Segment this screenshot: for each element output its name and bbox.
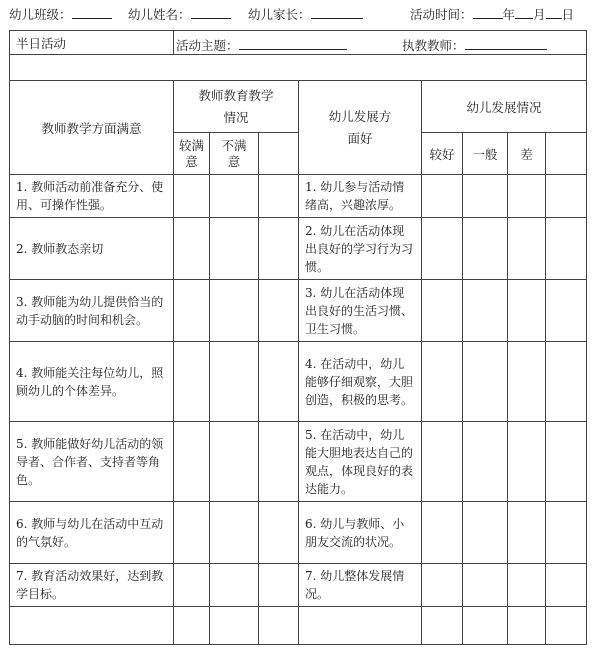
teacher-criterion: 3. 教师能为幼儿提供恰当的动手动脑的时间和机会。 [10,280,174,342]
not-satisfied-cell[interactable] [210,218,259,280]
extra-dev-cell[interactable] [546,218,587,280]
child-criterion: 5. 在活动中，幼儿能大胆地表达自己的观点，体现良好的表达能力。 [299,422,422,502]
not-satisfied-cell[interactable] [210,342,259,422]
child-criterion: 1. 幼儿参与活动情绪高，兴趣浓厚。 [299,175,422,218]
poor-cell[interactable] [508,218,546,280]
time-label: 活动时间： [410,7,473,22]
extra-eval-cell[interactable] [259,564,299,607]
satisfied-cell[interactable] [174,422,210,502]
good-cell[interactable] [422,280,463,342]
satisfied-cell[interactable] [174,175,210,218]
parent-label: 幼儿家长： [248,7,311,22]
table-row [10,502,587,564]
table-row [10,342,587,422]
good-cell[interactable] [422,175,463,218]
child-criterion: 6. 幼儿与教师、小朋友交流的状况。 [299,502,422,564]
extra-dev-cell[interactable] [546,175,587,218]
satisfied-cell[interactable] [174,218,210,280]
extra-eval-cell[interactable] [259,280,299,342]
child-name-label: 幼儿姓名： [128,7,191,22]
average-header: 一般 [463,133,508,175]
class-field [9,5,112,23]
poor-cell[interactable] [508,280,546,342]
poor-cell[interactable] [508,564,546,607]
poor-cell[interactable] [508,342,546,422]
empty-cell[interactable] [10,607,174,645]
average-cell[interactable] [463,502,508,564]
poor-cell[interactable] [508,502,546,564]
child-section-header: 幼儿发展方面好 [299,81,422,175]
extra-eval-header [259,133,299,175]
average-cell[interactable] [463,422,508,502]
evaluation-table [9,30,587,645]
parent-blank[interactable] [311,6,363,19]
day-blank[interactable] [546,6,562,19]
theme-blank[interactable] [239,37,347,50]
child-criterion: 2. 幼儿在活动体现出良好的学习行为习惯。 [299,218,422,280]
empty-cell[interactable] [259,607,299,645]
teacher-criterion: 7. 教育活动效果好，达到教学目标。 [10,564,174,607]
blank-row [10,55,587,81]
day-label: 日 [561,7,575,22]
satisfied-header: 较满意 [174,133,210,175]
not-satisfied-cell[interactable] [210,280,259,342]
average-cell[interactable] [463,175,508,218]
parent-field [248,5,363,23]
table-row [10,280,587,342]
teacher-label: 执教教师： [402,38,465,53]
teacher-criterion: 1. 教师活动前准备充分、使用、可操作性强。 [10,175,174,218]
average-cell[interactable] [463,218,508,280]
extra-eval-cell[interactable] [259,218,299,280]
average-cell[interactable] [463,564,508,607]
empty-cell[interactable] [546,607,587,645]
theme-label: 活动主题： [176,38,239,53]
theme-teacher-cell [174,31,587,55]
child-criterion: 7. 幼儿整体发展情况。 [299,564,422,607]
teacher-blank[interactable] [465,37,547,50]
not-satisfied-cell[interactable] [210,175,259,218]
year-blank[interactable] [473,6,503,19]
teacher-criterion: 2. 教师教态亲切 [10,218,174,280]
poor-cell[interactable] [508,422,546,502]
table-row [10,218,587,280]
empty-cell[interactable] [422,607,463,645]
extra-eval-cell[interactable] [259,422,299,502]
good-cell[interactable] [422,342,463,422]
theme-field [176,36,347,54]
class-blank[interactable] [72,6,112,19]
satisfied-cell[interactable] [174,280,210,342]
header-row-1 [10,81,587,133]
child-name-field [128,5,231,23]
not-satisfied-cell[interactable] [210,422,259,502]
extra-eval-cell[interactable] [259,175,299,218]
teacher-criterion: 5. 教师能做好幼儿活动的领导者、合作者、支持者等角色。 [10,422,174,502]
teacher-criterion: 4. 教师能关注每位幼儿，照顾幼儿的个体差异。 [10,342,174,422]
class-label: 幼儿班级： [9,7,72,22]
good-cell[interactable] [422,502,463,564]
good-header: 较好 [422,133,463,175]
year-label: 年 [502,7,516,22]
empty-cell[interactable] [299,607,422,645]
extra-dev-cell[interactable] [546,422,587,502]
poor-header: 差 [508,133,546,175]
empty-cell[interactable] [508,607,546,645]
table-row [10,607,587,645]
table-row [10,422,587,502]
month-label: 月 [533,7,546,22]
teacher-section-header: 教师教学方面满意 [10,81,174,175]
extra-dev-header [546,133,587,175]
good-cell[interactable] [422,218,463,280]
empty-cell[interactable] [174,607,210,645]
extra-dev-cell[interactable] [546,564,587,607]
satisfied-cell[interactable] [174,564,210,607]
good-cell[interactable] [422,564,463,607]
table-row [10,564,587,607]
extra-dev-cell[interactable] [546,280,587,342]
child-criterion: 4. 在活动中，幼儿能够仔细观察，大胆创造，积极的思考。 [299,342,422,422]
not-satisfied-cell[interactable] [210,502,259,564]
teacher-field [402,36,547,54]
half-day-activity-label: 半日活动 [10,31,174,55]
teacher-eval-header: 教师教育教学情况 [174,81,299,133]
time-field [410,5,574,23]
child-criterion: 3. 幼儿在活动体现出良好的生活习惯、卫生习惯。 [299,280,422,342]
satisfied-cell[interactable] [174,502,210,564]
good-cell[interactable] [422,422,463,502]
teacher-criterion: 6. 教师与幼儿在活动中互动的气氛好。 [10,502,174,564]
extra-dev-cell[interactable] [546,502,587,564]
extra-dev-cell[interactable] [546,342,587,422]
extra-eval-cell[interactable] [259,342,299,422]
table-row [10,175,587,218]
child-dev-header: 幼儿发展情况 [422,81,587,133]
extra-eval-cell[interactable] [259,502,299,564]
average-cell[interactable] [463,342,508,422]
empty-cell[interactable] [463,607,508,645]
not-satisfied-header: 不满意 [210,133,259,175]
satisfied-cell[interactable] [174,342,210,422]
month-blank[interactable] [515,6,533,19]
info-row [10,31,587,55]
poor-cell[interactable] [508,175,546,218]
average-cell[interactable] [463,280,508,342]
blank-cell[interactable] [10,55,587,81]
not-satisfied-cell[interactable] [210,564,259,607]
empty-cell[interactable] [210,607,259,645]
form-header-line [0,0,596,30]
child-name-blank[interactable] [191,6,231,19]
